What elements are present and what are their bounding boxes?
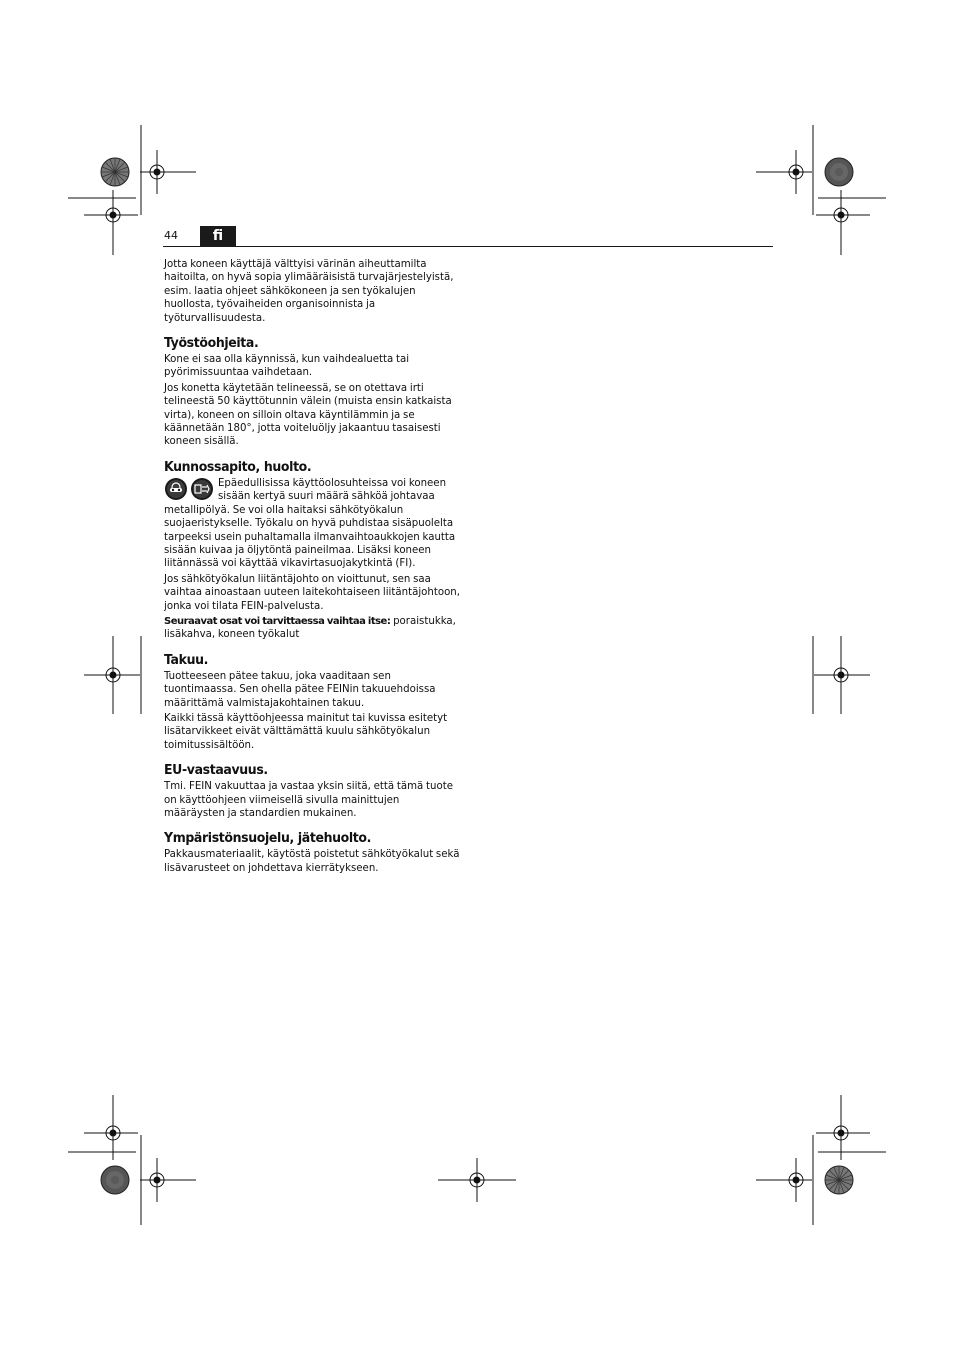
- work-heading: Työstöohjeita.: [164, 335, 259, 352]
- header-rule: [163, 246, 773, 247]
- page-number: 44: [164, 229, 178, 242]
- maintenance-heading: Kunnossapito, huolto.: [164, 458, 312, 475]
- safety-goggles-icon: [165, 478, 187, 500]
- unplug-mains-icon: [191, 478, 213, 500]
- maintenance-paragraph-2: Jos sähkötyökalun liitäntäjohto on vioittunut, sen saa vaihtaa ainoastaan uuteen laitekohtaiseen liitäntäjohtoon, jonka voi tilata FEIN-palvelusta.: [164, 573, 460, 612]
- intro-paragraph: Jotta koneen käyttäjä välttyisi värinän aiheuttamilta haitoilta, on hyvä sopia ylimääräisistä turvajärjestelyistä, esim. laatia ohjeet sähkökoneen ja sen työkalujen huollosta, työvaiheiden organisoinnista ja työturvallisuudesta.: [164, 259, 454, 324]
- warranty-paragraph-2: Kaikki tässä käyttöohjeessa mainitut tai kuvissa esitetyt lisätarvikkeet eivät välttämättä kuulu sähkötyökalun toimitussisältöön.: [164, 712, 448, 751]
- language-tab: fi: [200, 226, 236, 246]
- work-paragraph-1: Kone ei saa olla käynnissä, kun vaihdealuetta tai pyörimissuuntaa vaihdetaan.: [164, 354, 410, 379]
- replaceable-parts-paragraph: [164, 615, 460, 642]
- eu-conformity-paragraph: Tmi. FEIN vakuuttaa ja vastaa yksin siitä, että tämä tuote on käyttöohjeen viimeisellä sivulla mainittujen määräysten ja standardien mukainen.: [164, 781, 453, 819]
- replaceable-parts-list: poraistukka, lisäkahva, koneen työkalut: [164, 615, 456, 641]
- maintenance-paragraph-1: Epäedullisissa käyttöolosuhteissa voi koneen sisään kertyä suuri määrä sähköä johtavaa metallipölyä. Se voi olla haitaksi sähkötyökalun suojaeristykselle. Työkalu on hyvä puhdistaa sisäpuolelta tarpeeksi usein puhaltamalla ilmanvaihtoaukkojen kautta sisään kuivaa ja öljytöntä paineilmaa. Lisäksi koneen liitännässä voi käyttää vikavirtasuojakytkintä (FI).: [164, 477, 456, 570]
- replaceable-parts-label: Seuraavat osat voi tarvittaessa vaihtaa itse:: [164, 615, 391, 627]
- environment-paragraph: Pakkausmateriaalit, käytöstä poistetut sähkötyökalut sekä lisävarusteet on johdettava kierrätykseen.: [164, 849, 460, 874]
- text-column: [164, 258, 460, 877]
- work-paragraph-2: Jos konetta käytetään telineessä, se on otettava irti telineestä 50 käyttötunnin välein (muista ensin katkaista virta), koneen on silloin oltava käyntilämmin ja se käännetään 180°, jotta voiteluöljy jakaantuu tasaisesti koneen sisällä.: [164, 382, 452, 448]
- environment-heading: Ympäristönsuojelu, jätehuolto.: [164, 830, 372, 847]
- eu-conformity-heading: EU-vastaavuus.: [164, 762, 268, 779]
- warranty-heading: Takuu.: [164, 651, 209, 668]
- maintenance-icons: [164, 477, 216, 501]
- warranty-paragraph-1: Tuotteeseen pätee takuu, joka vaaditaan sen tuontimaassa. Sen ohella pätee FEINin takuuehdoissa määrittämä valmistajakohtainen takuu.: [164, 670, 436, 709]
- maintenance-block: [164, 477, 460, 573]
